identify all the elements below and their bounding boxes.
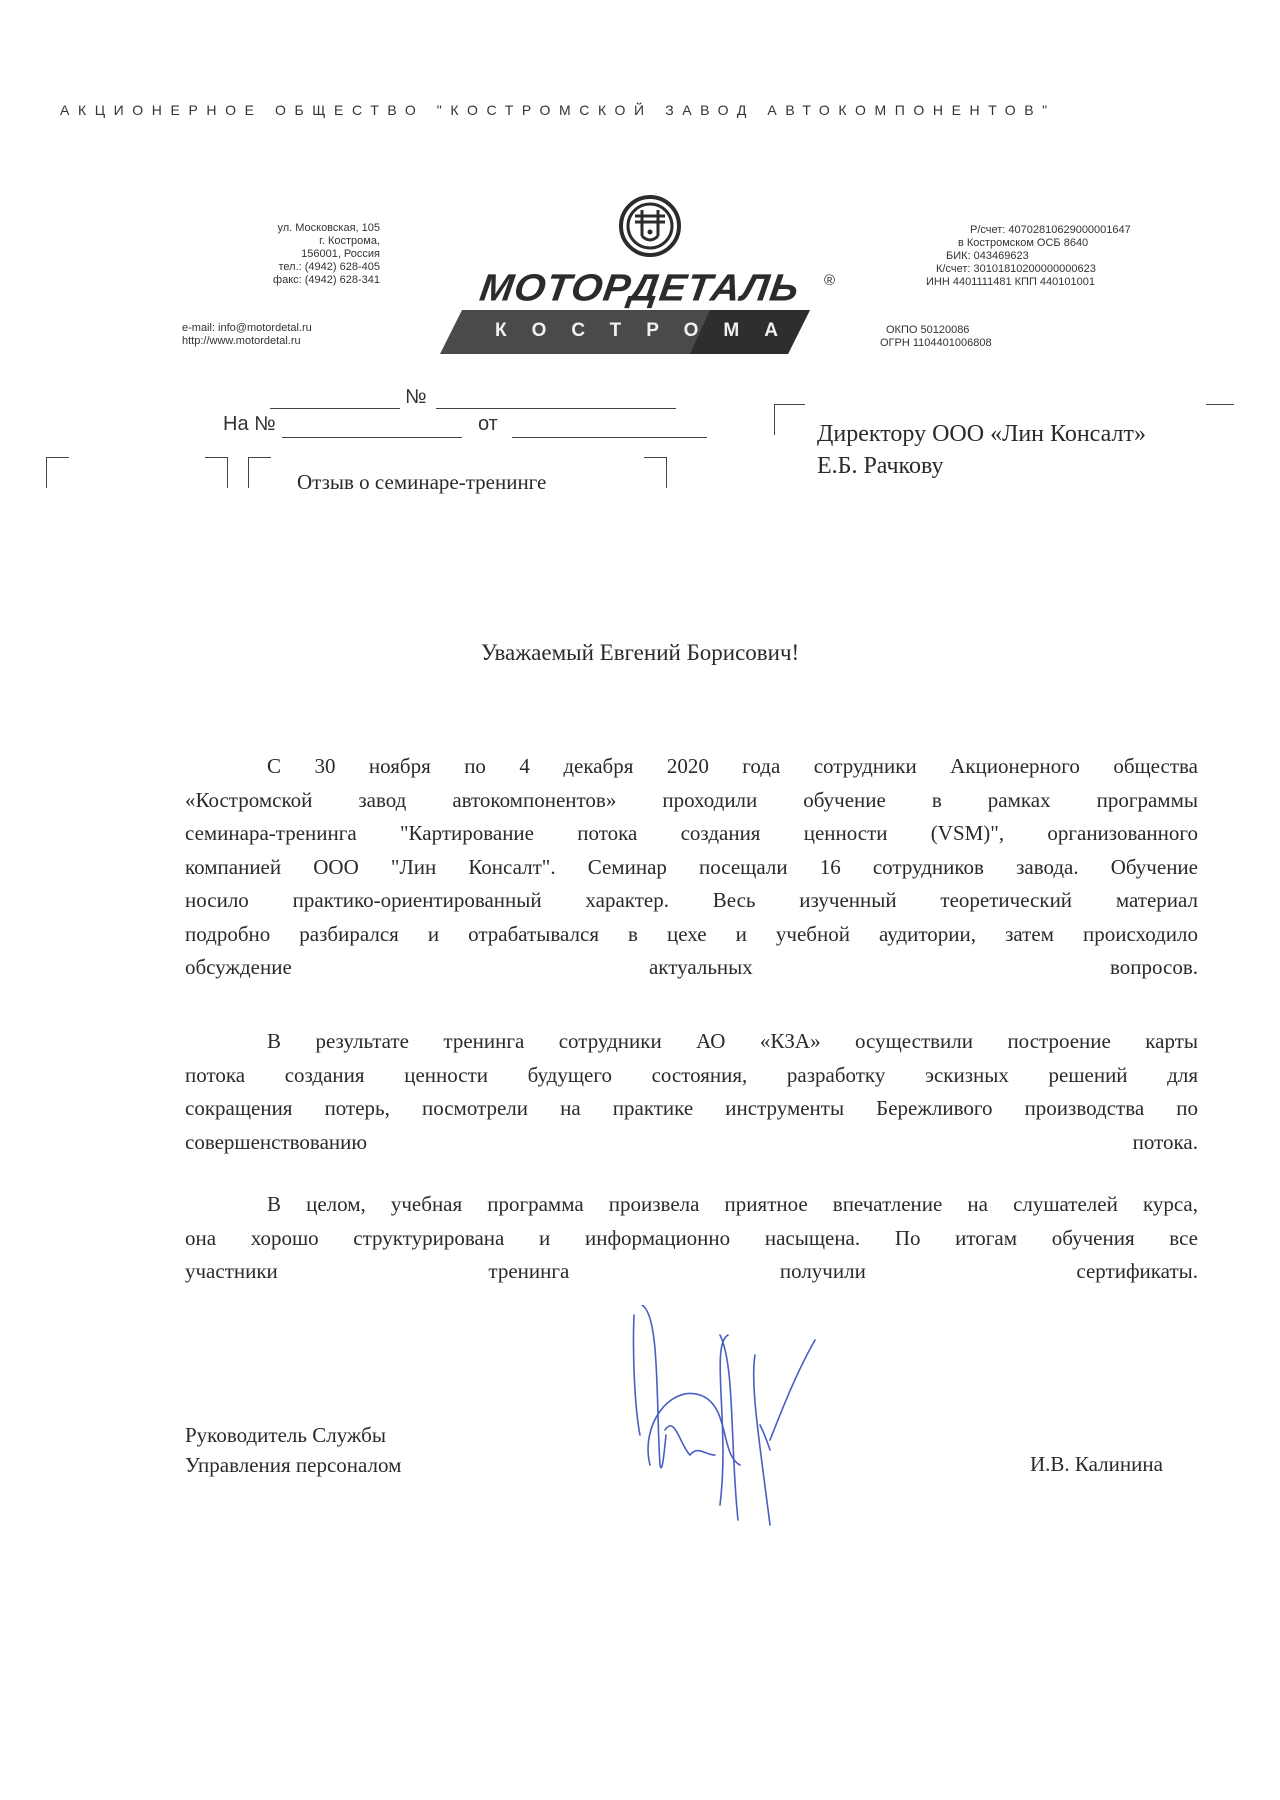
outgoing-date-field[interactable] [270, 407, 400, 409]
text-line: участники тренинга получили сертификаты. [185, 1259, 1198, 1283]
bank-line: БИК: 043469623 [946, 250, 1029, 262]
website-link[interactable]: http://www.motordetal.ru [182, 335, 301, 347]
address-line: г. Кострома, [319, 235, 380, 247]
corner-mark [774, 404, 805, 435]
address-line: ул. Московская, 105 [277, 222, 380, 234]
registered-mark: ® [824, 272, 836, 289]
piston-circle-icon [618, 194, 682, 258]
text-line: потока создания ценности будущего состояния, разработку эскизных решений для [185, 1062, 1198, 1087]
text-line: «Костромской завод автокомпонентов» проходили обучение в рамках программы [185, 787, 1198, 812]
fax-line: факс: (4942) 628-341 [273, 274, 380, 286]
text-line: обсуждение актуальных вопросов. [185, 955, 1198, 979]
text-line: носило практико-ориентированный характер. Весь изученный теоретический материал [185, 888, 1198, 912]
phone-line: тел.: (4942) 628-405 [278, 261, 380, 273]
recipient-position: Директору ООО «Лин Консалт» [817, 421, 1146, 447]
bank-details [880, 224, 1170, 289]
recipient-name: Е.Б. Рачкову [817, 453, 944, 479]
number-sign: № [405, 386, 427, 408]
okpo-line: ОКПО 50120086 [886, 324, 970, 336]
text-line: совершенствованию потока. [185, 1129, 1198, 1154]
email-link[interactable]: e-mail: info@motordetal.ru [182, 322, 312, 334]
text-line: семинара-тренинга "Картирование потока создания ценности (VSM)", организованного [185, 821, 1198, 845]
ogrn-line: ОГРН 1104401006808 [880, 337, 992, 349]
outgoing-number-field[interactable] [436, 407, 676, 409]
text-line: подробно разбирался и отрабатывался в цехе и учебной аудитории, затем происходило [185, 921, 1198, 946]
bank-line: ИНН 4401111481 КПП 440101001 [926, 276, 1095, 288]
bank-line: в Костромском ОСБ 8640 [958, 237, 1089, 249]
brand-wordmark: МОТОРДЕТАЛЬ [477, 267, 803, 309]
company-contacts [182, 322, 312, 348]
company-full-name: АКЦИОНЕРНОЕ ОБЩЕСТВО "КОСТРОМСКОЙ ЗАВОД АВТОКОМПОНЕНТОВ" [60, 102, 1056, 118]
signatory-position [185, 1420, 401, 1480]
brand-city: КОСТРОМА [495, 320, 803, 341]
corner-mark [248, 457, 271, 488]
company-address [200, 222, 380, 287]
paragraph-3 [185, 1188, 1198, 1289]
corner-mark [644, 457, 667, 488]
text-line: компанией ООО "Лин Консалт". Семинар посещали 16 сотрудников завода. Обучение [185, 854, 1198, 879]
reply-to-label: На № [223, 413, 276, 435]
position-line: Руководитель Службы [185, 1423, 386, 1447]
text-line: В целом, учебная программа произвела приятное впечатление на слушателей курса, [267, 1192, 1198, 1216]
paragraph-2 [185, 1025, 1198, 1159]
text-line: В результате тренинга сотрудники АО «КЗА» осуществили построение карты [267, 1029, 1198, 1053]
from-label: от [478, 413, 498, 435]
bank-line: К/счет: 30101810200000000623 [936, 263, 1096, 275]
paragraph-1 [185, 750, 1198, 985]
reply-number-field[interactable] [282, 436, 462, 438]
corner-mark [205, 457, 228, 488]
signatory-name: И.В. Калинина [1030, 1452, 1163, 1476]
recipient [817, 418, 1146, 482]
salutation: Уважаемый Евгений Борисович! [480, 640, 800, 665]
reply-date-field[interactable] [512, 436, 707, 438]
position-line: Управления персоналом [185, 1453, 402, 1477]
letter-subject: Отзыв о семинаре-тренинге [297, 470, 547, 494]
corner-mark [46, 457, 69, 488]
text-line: С 30 ноября по 4 декабря 2020 года сотрудники Акционерного общества [267, 754, 1198, 778]
bank-line: Р/счет: 40702810629000001647 [970, 224, 1131, 236]
corner-mark [1206, 404, 1234, 406]
address-line: 156001, Россия [301, 248, 380, 260]
handwritten-signature [620, 1305, 930, 1545]
text-line: сокращения потерь, посмотрели на практике инструменты Бережливого производства по [185, 1096, 1198, 1120]
text-line: она хорошо структурирована и информационно насыщена. По итогам обучения все [185, 1225, 1198, 1250]
registration-codes [880, 324, 992, 350]
